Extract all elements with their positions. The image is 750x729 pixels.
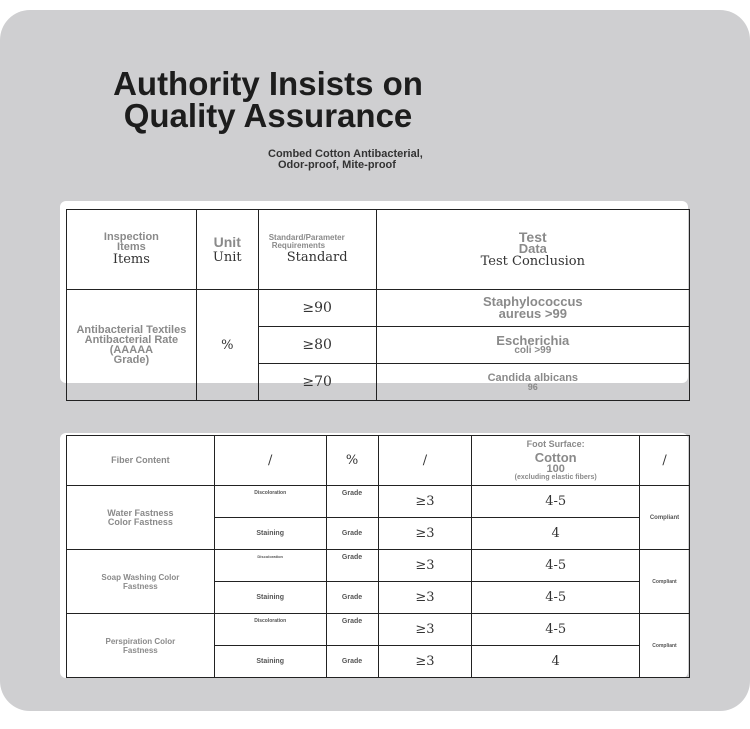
header-unit: Unit Unit <box>196 210 258 290</box>
page-subtitle <box>268 149 468 171</box>
subtitle-line-1: Combed Cotton Antibacterial, <box>268 148 423 160</box>
conclusion-cell: Compliant <box>640 614 690 678</box>
result-cell: 4-5 <box>472 486 640 518</box>
header-col2: / <box>214 436 326 486</box>
table-row <box>67 614 690 646</box>
table-row <box>67 486 690 518</box>
standard-cell: ≥70 <box>258 364 376 401</box>
result-cell: 4-5 <box>472 614 640 646</box>
header-items: Inspection Items Items <box>67 210 197 290</box>
type-cell: Staining <box>214 582 326 614</box>
header-standard: Standard/Parameter Requirements Standard <box>258 210 376 290</box>
subtitle-line-2: Odor-proof, Mite-proof <box>278 159 396 171</box>
header-col4: / <box>378 436 472 486</box>
conclusion-cell: Compliant <box>640 550 690 614</box>
table-header-row <box>67 436 690 486</box>
background-panel <box>0 10 750 711</box>
table-row <box>67 550 690 582</box>
result-cell: 4 <box>472 518 640 550</box>
unit-cell: Grade <box>326 614 378 646</box>
standard-cell: ≥3 <box>378 582 472 614</box>
header-test-conclusion: Test Data Test Conclusion <box>376 210 689 290</box>
fastness-card <box>60 433 688 678</box>
standard-cell: ≥3 <box>378 486 472 518</box>
result-cell: 4-5 <box>472 582 640 614</box>
title-line-1: Authority Insists on <box>113 65 423 102</box>
test-cell: Staphylococcus aureus >99 <box>376 290 689 327</box>
row-label-antibacterial: Antibacterial Textiles Antibacterial Rate (AAAAA Grade) <box>67 290 197 401</box>
header-col6: / <box>640 436 690 486</box>
header-fiber-detail: Foot Surface: Cotton 100 (excluding elastic fibers) <box>472 436 640 486</box>
table-header-row <box>67 210 690 290</box>
conclusion-cell: Compliant <box>640 486 690 550</box>
standard-cell: ≥90 <box>258 290 376 327</box>
standard-cell: ≥3 <box>378 614 472 646</box>
fastness-table <box>66 435 690 678</box>
unit-cell: Grade <box>326 518 378 550</box>
standard-cell: ≥3 <box>378 646 472 678</box>
type-cell: Discoloration <box>214 550 326 582</box>
antibacterial-table <box>66 209 690 401</box>
type-cell: Discoloration <box>214 614 326 646</box>
page-title <box>88 65 448 134</box>
standard-cell: ≥3 <box>378 518 472 550</box>
test-cell: Escherichia coli >99 <box>376 327 689 364</box>
standard-cell: ≥80 <box>258 327 376 364</box>
result-cell: 4-5 <box>472 550 640 582</box>
test-cell: Candida albicans 96 <box>376 364 689 401</box>
group-label-perspiration: Perspiration Color Fastness <box>67 614 215 678</box>
table-row <box>67 290 690 327</box>
unit-cell: Grade <box>326 486 378 518</box>
unit-cell: Grade <box>326 582 378 614</box>
group-label-water: Water Fastness Color Fastness <box>67 486 215 550</box>
group-label-soap: Soap Washing Color Fastness <box>67 550 215 614</box>
type-cell: Staining <box>214 518 326 550</box>
antibacterial-card <box>60 201 688 392</box>
unit-cell: Grade <box>326 646 378 678</box>
header-col3: % <box>326 436 378 486</box>
title-line-2: Quality Assurance <box>123 97 413 134</box>
unit-cell: Grade <box>326 550 378 582</box>
type-cell: Discoloration <box>214 486 326 518</box>
type-cell: Staining <box>214 646 326 678</box>
standard-cell: ≥3 <box>378 550 472 582</box>
unit-cell: % <box>196 290 258 401</box>
header-fiber-content: Fiber Content <box>67 436 215 486</box>
result-cell: 4 <box>472 646 640 678</box>
